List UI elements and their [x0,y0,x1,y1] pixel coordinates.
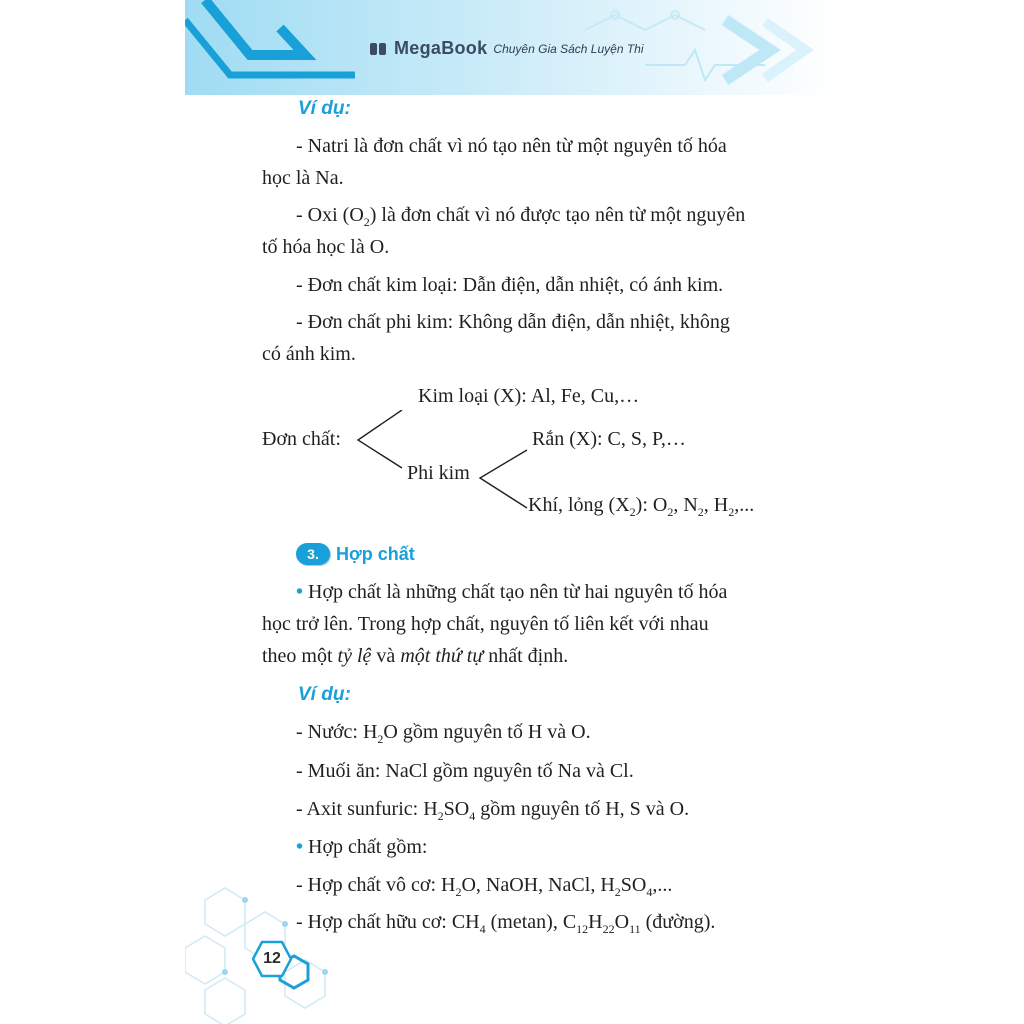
tree-root: Đơn chất: [262,428,341,450]
section-heading [296,543,415,565]
brand [370,38,644,59]
paragraph-line: học là Na. [262,167,344,189]
tree-nonmetal: Phi kim [407,462,470,484]
paragraph-line: - Oxi $(O_2)$ là đơn chất vì nó được tạo nên từ một nguyên [296,204,746,229]
example-line: • Hợp chất gồm: [296,836,428,858]
definition-line: • Hợp chất là những chất tạo nên từ hai nguyên tố hóa [296,581,728,603]
definition-line: theo một tỷ lệ và một thứ tự nhất định. [262,645,569,667]
section-title: Hợp chất [336,543,415,564]
example-line: - Muối ăn: NaCl gồm nguyên tố Na và Cl. [296,760,634,782]
paragraph-line: - Đơn chất phi kim: Không dẫn điện, dẫn nhiệt, không [296,311,730,333]
brand-name: MegaBook [394,38,488,58]
example-line: - Hợp chất vô cơ: $H_2O$, NaOH, NaCl, $H_2SO_4$,... [296,874,673,899]
example-line: - Nước: $H_2O$ gồm nguyên tố H và O. [296,721,591,746]
paragraph-line: - Đơn chất kim loại: Dẫn điện, dẫn nhiệt, có ánh kim. [296,274,724,296]
definition-line: học trở lên. Trong hợp chất, nguyên tố liên kết với nhau [262,613,709,635]
example-line: - Hợp chất hữu cơ: $CH_4$ (metan), $C_{12}H_{22}O_{11}$ (đường). [296,911,716,936]
paragraph-line: - Natri là đơn chất vì nó tạo nên từ một nguyên tố hóa [296,135,727,157]
brand-tagline: Chuyên Gia Sách Luyện Thi [493,41,644,56]
megabook-logo-icon [370,42,388,56]
example-line: - Axit sunfuric: $H_2SO_4$ gồm nguyên tố H, S và O. [296,798,690,823]
page-number: 12 [263,950,281,967]
example-heading: Ví dụ: [298,684,351,705]
tree-solid: Rắn (X): C, S, P,… [532,428,686,450]
tree-gas-liquid: Khí, lỏng $(X_2)$: $O_2$, $N_2$, $H_2$,... [528,494,755,519]
section-number-badge: 3. [296,543,330,565]
bullet-icon: • [296,581,304,603]
paragraph-line: tố hóa học là O. [262,236,390,258]
tree-metal: Kim loại (X): Al, Fe, Cu,… [418,385,640,407]
bullet-icon: • [296,836,304,858]
example-heading: Ví dụ: [298,98,351,119]
paragraph-line: có ánh kim. [262,343,356,365]
